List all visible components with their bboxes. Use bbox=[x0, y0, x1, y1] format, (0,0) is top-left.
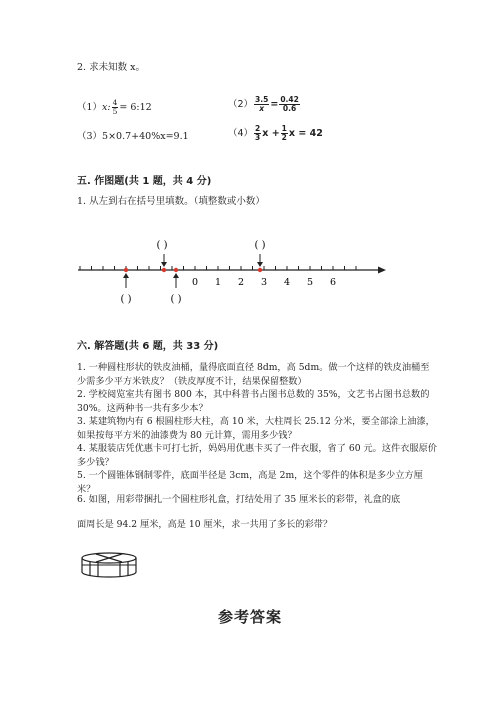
fraction-denominator: 0.6 bbox=[282, 104, 297, 113]
problem-6-line-2: 面周长是 94.2 厘米，高是 10 厘米，求一共用了多长的彩带？ bbox=[77, 519, 333, 530]
equation-4 bbox=[228, 125, 323, 142]
tick-label: 2 bbox=[237, 277, 245, 288]
question-2-header: 2. 求未知数 x。 bbox=[77, 62, 145, 73]
fraction-numerator: 3.5 bbox=[255, 95, 269, 104]
red-point bbox=[258, 268, 262, 272]
equation-2-label: （2） bbox=[228, 99, 254, 110]
fraction-denominator: 3 bbox=[255, 133, 261, 142]
up-arrow-head bbox=[123, 273, 129, 278]
equation-2-fraction-left bbox=[254, 96, 269, 113]
equation-1-fraction bbox=[112, 99, 119, 116]
tick-label: 0 bbox=[191, 277, 199, 288]
problem-5: 5. 一个圆锥体钢制零件，底面半径是 3cm，高是 2m，这个零件的体积是多少立方厘米？ bbox=[77, 470, 423, 495]
section-6-heading: 六. 解答题(共 6 题，共 33 分) bbox=[77, 341, 219, 352]
down-arrow-head bbox=[161, 262, 167, 267]
equation-3: （3）5×0.7+40%x=9.1 bbox=[77, 131, 189, 142]
answer-title: 参考答案 bbox=[217, 608, 282, 626]
equation-4-label: （4） bbox=[228, 128, 254, 139]
number-line-arrowhead bbox=[378, 267, 386, 274]
problem-3: 3. 某建筑物内有 6 根圆柱形大柱，高 10 米，大柱周长 25.12 分米，要全部涂上油漆，如果按每平方米的油漆费为 80 元计算，需用多少钱？ bbox=[77, 416, 435, 441]
fraction-denominator: 5 bbox=[112, 107, 118, 116]
equation-2-fraction-right bbox=[279, 96, 300, 113]
answer-paren-top-right: ( ) bbox=[254, 240, 266, 251]
tick-label: 3 bbox=[260, 277, 268, 288]
fraction-numerator: 1 bbox=[281, 124, 287, 133]
problem-2: 2. 学校阅览室共有图书 800 本，其中科普书占图书总数的 35%，文艺书占图书总数的 30%。这两种书一共有多少本？ bbox=[77, 389, 430, 414]
tick-label: 6 bbox=[329, 277, 337, 288]
up-arrow-head bbox=[173, 273, 179, 278]
equation-1-label: （1） bbox=[77, 102, 103, 113]
fraction-numerator: 2 bbox=[255, 124, 261, 133]
answer-paren-bottom-left: ( ) bbox=[120, 294, 132, 305]
red-point bbox=[174, 268, 178, 272]
equation-1-var: x: bbox=[102, 102, 111, 113]
down-arrow-head bbox=[257, 262, 263, 267]
problem-4: 4. 某服装店凭优惠卡可打七折，妈妈用优惠卡买了一件衣服，省了 60 元。这件衣服原价多少钱？ bbox=[77, 443, 437, 468]
fraction-denominator: x bbox=[259, 104, 265, 113]
tick-label: 1 bbox=[214, 277, 222, 288]
equation-4-middle: x + bbox=[262, 128, 280, 139]
equation-1-rhs: = 6:12 bbox=[119, 102, 152, 113]
fraction-denominator: 2 bbox=[281, 133, 287, 142]
tick-label: 4 bbox=[283, 277, 291, 288]
problem-1: 1. 一种圆柱形状的铁皮油桶，量得底面直径 8dm，高 5dm。做一个这样的铁皮油桶至少需多少平方米铁皮？（铁皮厚度不计，结果保留整数） bbox=[77, 362, 430, 387]
answer-paren-top-left: ( ) bbox=[156, 240, 168, 251]
equation-4-fraction-2 bbox=[281, 125, 288, 142]
answer-paren-bottom-right: ( ) bbox=[170, 294, 182, 305]
equation-2 bbox=[228, 96, 301, 113]
problem-6-line-1: 6. 如图，用彩带捆扎一个圆柱形礼盒，打结处用了 35 厘米长的彩带，礼盒的底 bbox=[77, 494, 401, 505]
section-5-question-1: 1. 从左到右在括号里填数。（填整数或小数） bbox=[77, 196, 265, 207]
equation-4-end: x = 42 bbox=[288, 128, 323, 139]
equation-1 bbox=[77, 99, 152, 116]
number-line-figure bbox=[70, 232, 390, 310]
fraction-numerator: 4 bbox=[112, 98, 118, 107]
fraction-numerator: 0.42 bbox=[280, 95, 299, 104]
section-5-heading: 五. 作图题(共 1 题，共 4 分) bbox=[77, 176, 212, 187]
number-line-ticks bbox=[80, 266, 356, 270]
cylinder-gift-box-figure bbox=[78, 550, 140, 582]
tick-label: 5 bbox=[306, 277, 314, 288]
equation-4-fraction-1 bbox=[254, 125, 261, 142]
red-point bbox=[124, 268, 128, 272]
red-point bbox=[162, 268, 166, 272]
equation-2-equals: = bbox=[270, 99, 279, 110]
